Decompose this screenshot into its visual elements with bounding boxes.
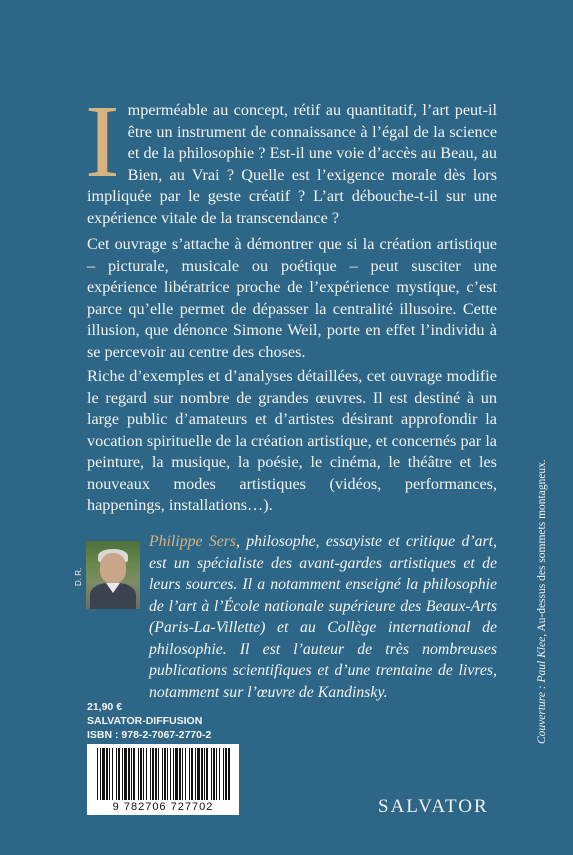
price-block (87, 700, 211, 742)
price: 21,90 € (87, 701, 123, 713)
barcode-number: 9 782706 727702 (112, 801, 214, 813)
author-photo (86, 541, 140, 609)
description-paragraph: Cet ouvrage s’attache à démontrer que si la création artistique – picturale, musicale ou poétique – peut susciter une expérience libératrice proche de l’expérience mystique, c’est parce qu’elle permet de dépasser la centralité illusoire. Cette illusion, que dénonce Simone Weil, porte en effet l’individu à se percevoir au centre des choses. (87, 235, 497, 361)
barcode-bars (87, 744, 239, 802)
photo-credit: D. R. (74, 567, 83, 586)
drop-cap: I (85, 84, 120, 199)
audience-paragraph: Riche d’exemples et d’analyses détaillées, cet ouvrage modifie le regard sur nombre de grandes œuvres. Il est destiné à un large public d’amateurs et d’artistes désirant approfondir la vocation spirituelle de la création artistique, et concernés par la peinture, la musique, la poésie, le cinéma, le théâtre et les nouveaux modes artistiques (vidéos, performances, happenings, installations…). (87, 367, 497, 514)
cover-credit-label: Couverture : Paul Klee, (536, 633, 548, 744)
author-name: Philippe Sers (149, 533, 237, 550)
cover-credit-work: Au-dessus des sommets montagneux. (536, 459, 548, 634)
intro-paragraph (85, 84, 497, 229)
intro-paragraph-text: mperméable au concept, rétif au quantitatif, l’art peut-il être un instrument de connaissance à l’égal de la science et de la philosophie ? Est-il une voie d’accès au Beau, au Bien, au Vrai ? Quelle est l’exigence morale dès lors impliquée par le geste créatif ? L’art débouche-t-il sur une expérience vitale de la transcendance ? (87, 101, 497, 227)
author-bio-text: , philosophe, essayiste et critique d’art, est un spécialiste des avant-gardes artistiques et de leurs sources. Il a notamment enseigné la philosophie de l’art à l’École nationale supérieure des Beaux-Arts (Paris-La-Villette) et au Collège international de philosophie. Il est l’auteur de très nombreuses publications scientifiques et d’une trentaine de livres, notamment sur l’œuvre de Kandinsky. (149, 533, 497, 701)
author-bio (149, 531, 497, 703)
publisher-logo: SALVATOR (378, 796, 489, 817)
cover-credit (536, 459, 548, 744)
barcode (87, 744, 239, 815)
distributor: SALVATOR-DIFFUSION (87, 715, 203, 727)
isbn: ISBN : 978-2-7067-2770-2 (87, 729, 212, 741)
